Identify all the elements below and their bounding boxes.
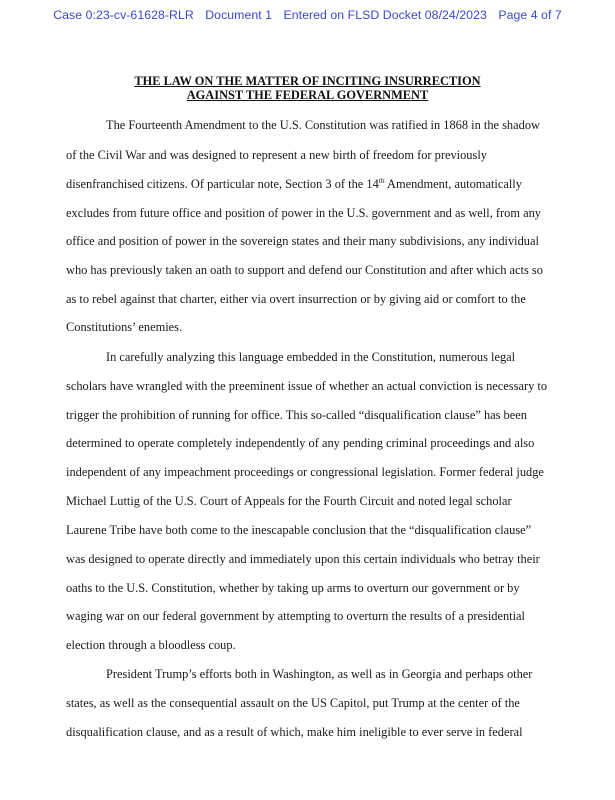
paragraph-1-line: who has previously taken an oath to support and defend our Constitution and after which acts so [66, 263, 543, 277]
paragraph-1-text: Amendment, automatically [384, 177, 522, 191]
paragraph-2-line: Laurene Tribe have both come to the inescapable conclusion that the “disqualification clause” [66, 523, 532, 537]
document-number: Document 1 [205, 8, 273, 22]
paragraph-1-line: Constitutions’ enemies. [66, 320, 183, 334]
paragraph-2-line: independent of any impeachment proceedings or congressional legislation. Former federal judge [66, 465, 544, 479]
paragraph-3-line: states, as well as the consequential assault on the US Capitol, put Trump at the center of the [66, 696, 520, 710]
superscript: th [378, 176, 385, 185]
docket-header [0, 8, 615, 22]
page-number: Page 4 of 7 [498, 8, 562, 22]
docket-entry: Entered on FLSD Docket 08/24/2023 [283, 8, 487, 22]
paragraph-1-line: of the Civil War and was designed to represent a new birth of freedom for previously [66, 148, 487, 162]
case-number: Case 0:23-cv-61628-RLR [53, 8, 194, 22]
section-title-line-1: THE LAW ON THE MATTER OF INCITING INSURRECTION [134, 74, 481, 88]
paragraph-2-line: election through a bloodless coup. [66, 638, 236, 652]
paragraph-2-line: In carefully analyzing this language embedded in the Constitution, numerous legal [106, 350, 516, 364]
paragraph-1-text: disenfranchised citizens. Of particular note, Section 3 of the 14 [66, 177, 379, 191]
paragraph-1-line: office and position of power in the sovereign states and their many subdivisions, any individual [66, 234, 539, 248]
paragraph-1-line: The Fourteenth Amendment to the U.S. Constitution was ratified in 1868 in the shadow [106, 118, 540, 132]
section-title [0, 74, 615, 102]
paragraph-1-line: excludes from future office and position of power in the U.S. government and as well, from any [66, 206, 541, 220]
paragraph-2-line: oaths to the U.S. Constitution, whether by taking up arms to overturn our government or by [66, 581, 520, 595]
paragraph-2-line: was designed to operate directly and immediately upon this certain individuals who betray their [66, 552, 540, 566]
paragraph-3-line: President Trump’s efforts both in Washington, as well as in Georgia and perhaps other [106, 667, 533, 681]
paragraph-3-line: disqualification clause, and as a result of which, make him ineligible to ever serve in federal [66, 725, 523, 739]
paragraph-2-line: determined to operate completely independently of any pending criminal proceedings and also [66, 436, 535, 450]
paragraph-2-line: trigger the prohibition of running for office. This so-called “disqualification clause” has been [66, 408, 527, 422]
paragraph-1-line: as to rebel against that charter, either via overt insurrection or by giving aid or comfort to the [66, 292, 526, 306]
paragraph-2-line: Michael Luttig of the U.S. Court of Appeals for the Fourth Circuit and noted legal scholar [66, 494, 512, 508]
paragraph-1-line [66, 177, 522, 191]
section-title-line-2: AGAINST THE FEDERAL GOVERNMENT [186, 88, 429, 102]
paragraph-2-line: scholars have wrangled with the preeminent issue of whether an actual conviction is necessary to [66, 379, 548, 393]
paragraph-2-line: waging war on our federal government by attempting to overturn the results of a presidential [66, 609, 526, 623]
